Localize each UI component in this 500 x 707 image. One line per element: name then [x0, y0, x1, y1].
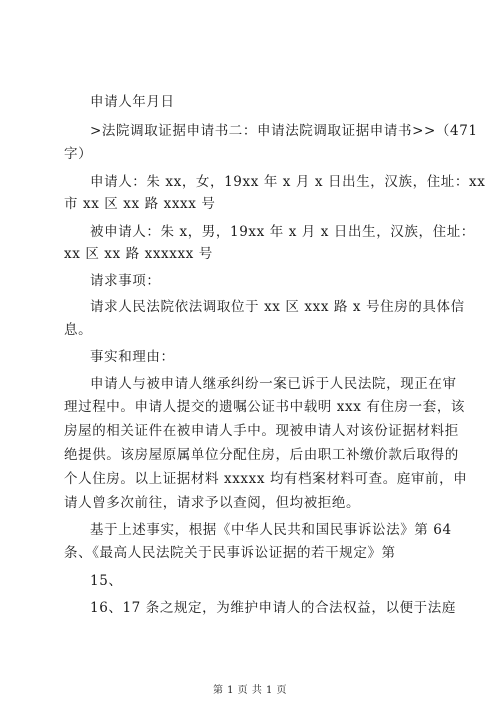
text-line: 字）	[64, 146, 93, 162]
text-line: 15、	[90, 573, 123, 589]
text-line: xx 区 xx 路 xxxxxx 号	[64, 246, 213, 262]
text-line: 息。	[64, 322, 93, 338]
page-number-footer: 第 1 页 共 1 页	[212, 685, 288, 696]
text-line: >法院调取证据申请书二：申请法院调取证据申请书>>（471	[90, 123, 478, 139]
text-line: 被申请人：朱 x，男，19xx 年 x 月 x 日出生，汉族，住址：	[90, 224, 475, 240]
text-line: 条、《最高人民法院关于民事诉讼证据的若干规定》第	[64, 545, 396, 561]
text-line: 市 xx 区 xx 路 xxxx 号	[64, 196, 216, 212]
text-line: 请人曾多次前往，请求予以查阅，但均被拒绝。	[64, 495, 361, 511]
text-line: 个人住房。以上证据材料 xxxxx 均有档案材料可查。庭审前，申	[64, 471, 468, 487]
text-line: 理过程中。申请人提交的遗嘱公证书中载明 xxx 有住房一套，该	[64, 399, 466, 415]
text-line: 申请人：朱 xx，女，19xx 年 x 月 x 日出生，汉族，住址：xx	[90, 174, 486, 190]
text-line: 基于上述事实，根据《中华人民共和国民事诉讼法》第 64	[90, 522, 452, 538]
text-line: 房屋的相关证件在被申请人手中。现被申请人对该份证据材料拒	[64, 423, 459, 439]
text-line: 请求事项：	[90, 273, 161, 289]
text-line: 事实和理由：	[90, 349, 175, 365]
text-line: 绝提供。该房屋原属单位分配住房，后由职工补缴价款后取得的	[64, 447, 459, 463]
text-line: 申请人与被申请人继承纠纷一案已诉于人民法院，现正在审	[90, 376, 457, 392]
text-line: 16、17 条之规定，为维护申请人的合法权益，以便于法庭	[90, 600, 456, 616]
text-line: 请求人民法院依法调取位于 xx 区 xxx 路 x 号住房的具体信	[90, 299, 465, 315]
text-line: 申请人年月日	[90, 94, 175, 110]
